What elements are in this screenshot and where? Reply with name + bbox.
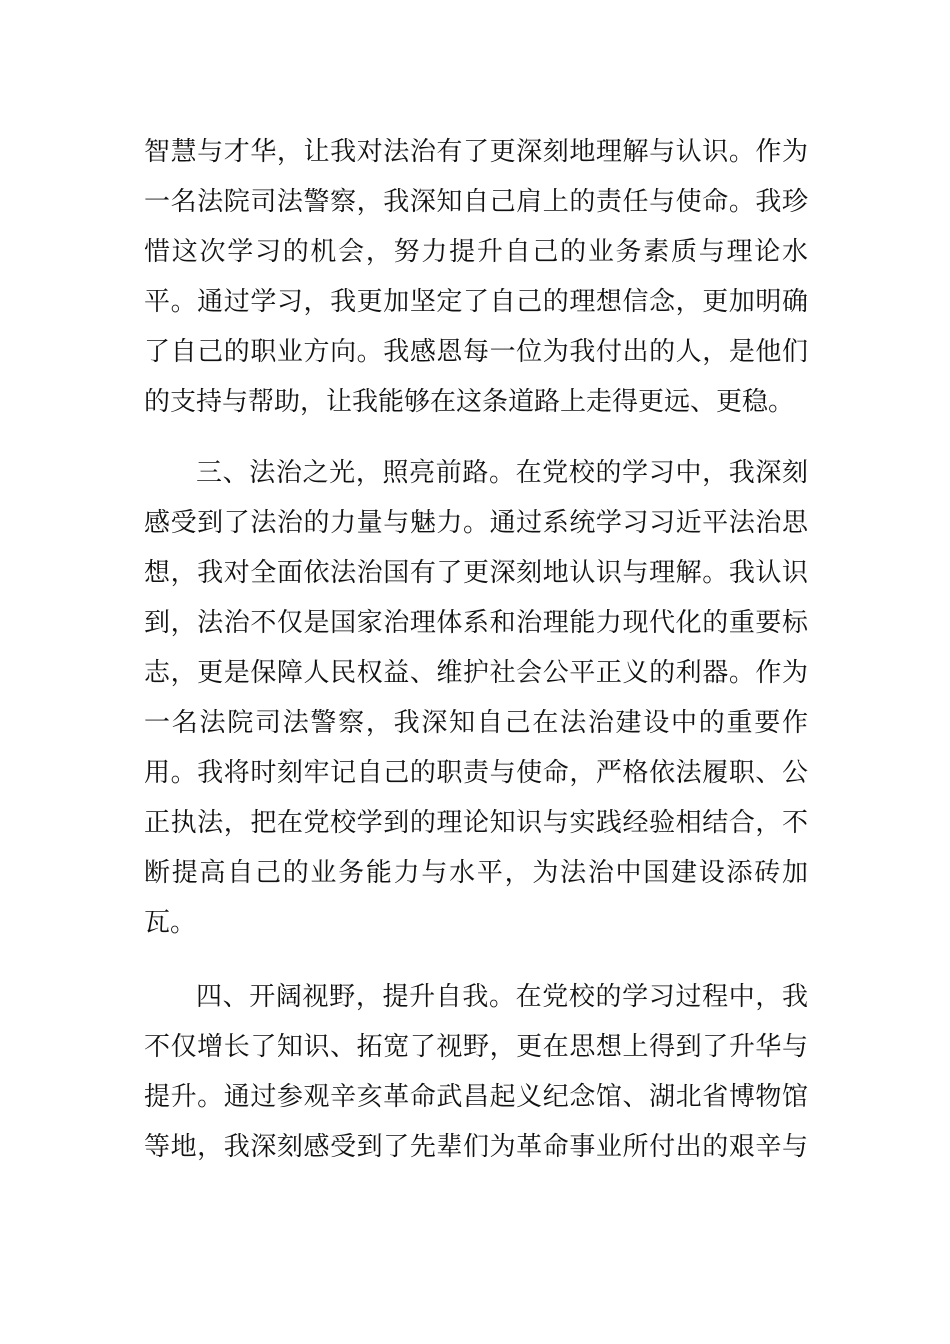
- paragraph-continued: [144, 127, 808, 427]
- text-line: 提升。通过参观辛亥革命武昌起义纪念馆、湖北省博物馆: [144, 1082, 808, 1112]
- text-line: 断提高自己的业务能力与水平，为法治中国建设添砖加: [144, 858, 808, 888]
- paragraph-heading-line: 三、法治之光，照亮前路。在党校的学习中，我深刻: [196, 458, 808, 488]
- text-line: 志，更是保障人民权益、维护社会公平正义的利器。作为: [144, 658, 808, 688]
- text-line: 智慧与才华，让我对法治有了更深刻地理解与认识。作为: [144, 137, 808, 167]
- text-line: 不仅增长了知识、拓宽了视野，更在思想上得到了升华与: [144, 1032, 808, 1062]
- text-line: 一名法院司法警察，我深知自己肩上的责任与使命。我珍: [144, 187, 808, 217]
- paragraph-four: [144, 972, 808, 1172]
- text-line: 等地，我深刻感受到了先辈们为革命事业所付出的艰辛与: [144, 1132, 808, 1162]
- text-line: 平。通过学习，我更加坚定了自己的理想信念，更加明确: [144, 287, 808, 317]
- text-line: 感受到了法治的力量与魅力。通过系统学习习近平法治思: [144, 508, 808, 538]
- text-line: 想，我对全面依法治国有了更深刻地认识与理解。我认识: [144, 558, 808, 588]
- text-line: 到，法治不仅是国家治理体系和治理能力现代化的重要标: [144, 608, 808, 638]
- text-line: 一名法院司法警察，我深知自己在法治建设中的重要作: [144, 708, 808, 738]
- text-line: 的支持与帮助，让我能够在这条道路上走得更远、更稳。: [144, 387, 795, 417]
- paragraph-heading-line: 四、开阔视野，提升自我。在党校的学习过程中，我: [196, 982, 808, 1012]
- paragraph-three: [144, 448, 808, 948]
- text-line: 了自己的职业方向。我感恩每一位为我付出的人，是他们: [144, 337, 808, 367]
- text-line: 惜这次学习的机会，努力提升自己的业务素质与理论水: [144, 237, 808, 267]
- text-line: 正执法，把在党校学到的理论知识与实践经验相结合，不: [144, 808, 808, 838]
- text-line: 瓦。: [144, 908, 197, 938]
- text-line: 用。我将时刻牢记自己的职责与使命，严格依法履职、公: [144, 758, 808, 788]
